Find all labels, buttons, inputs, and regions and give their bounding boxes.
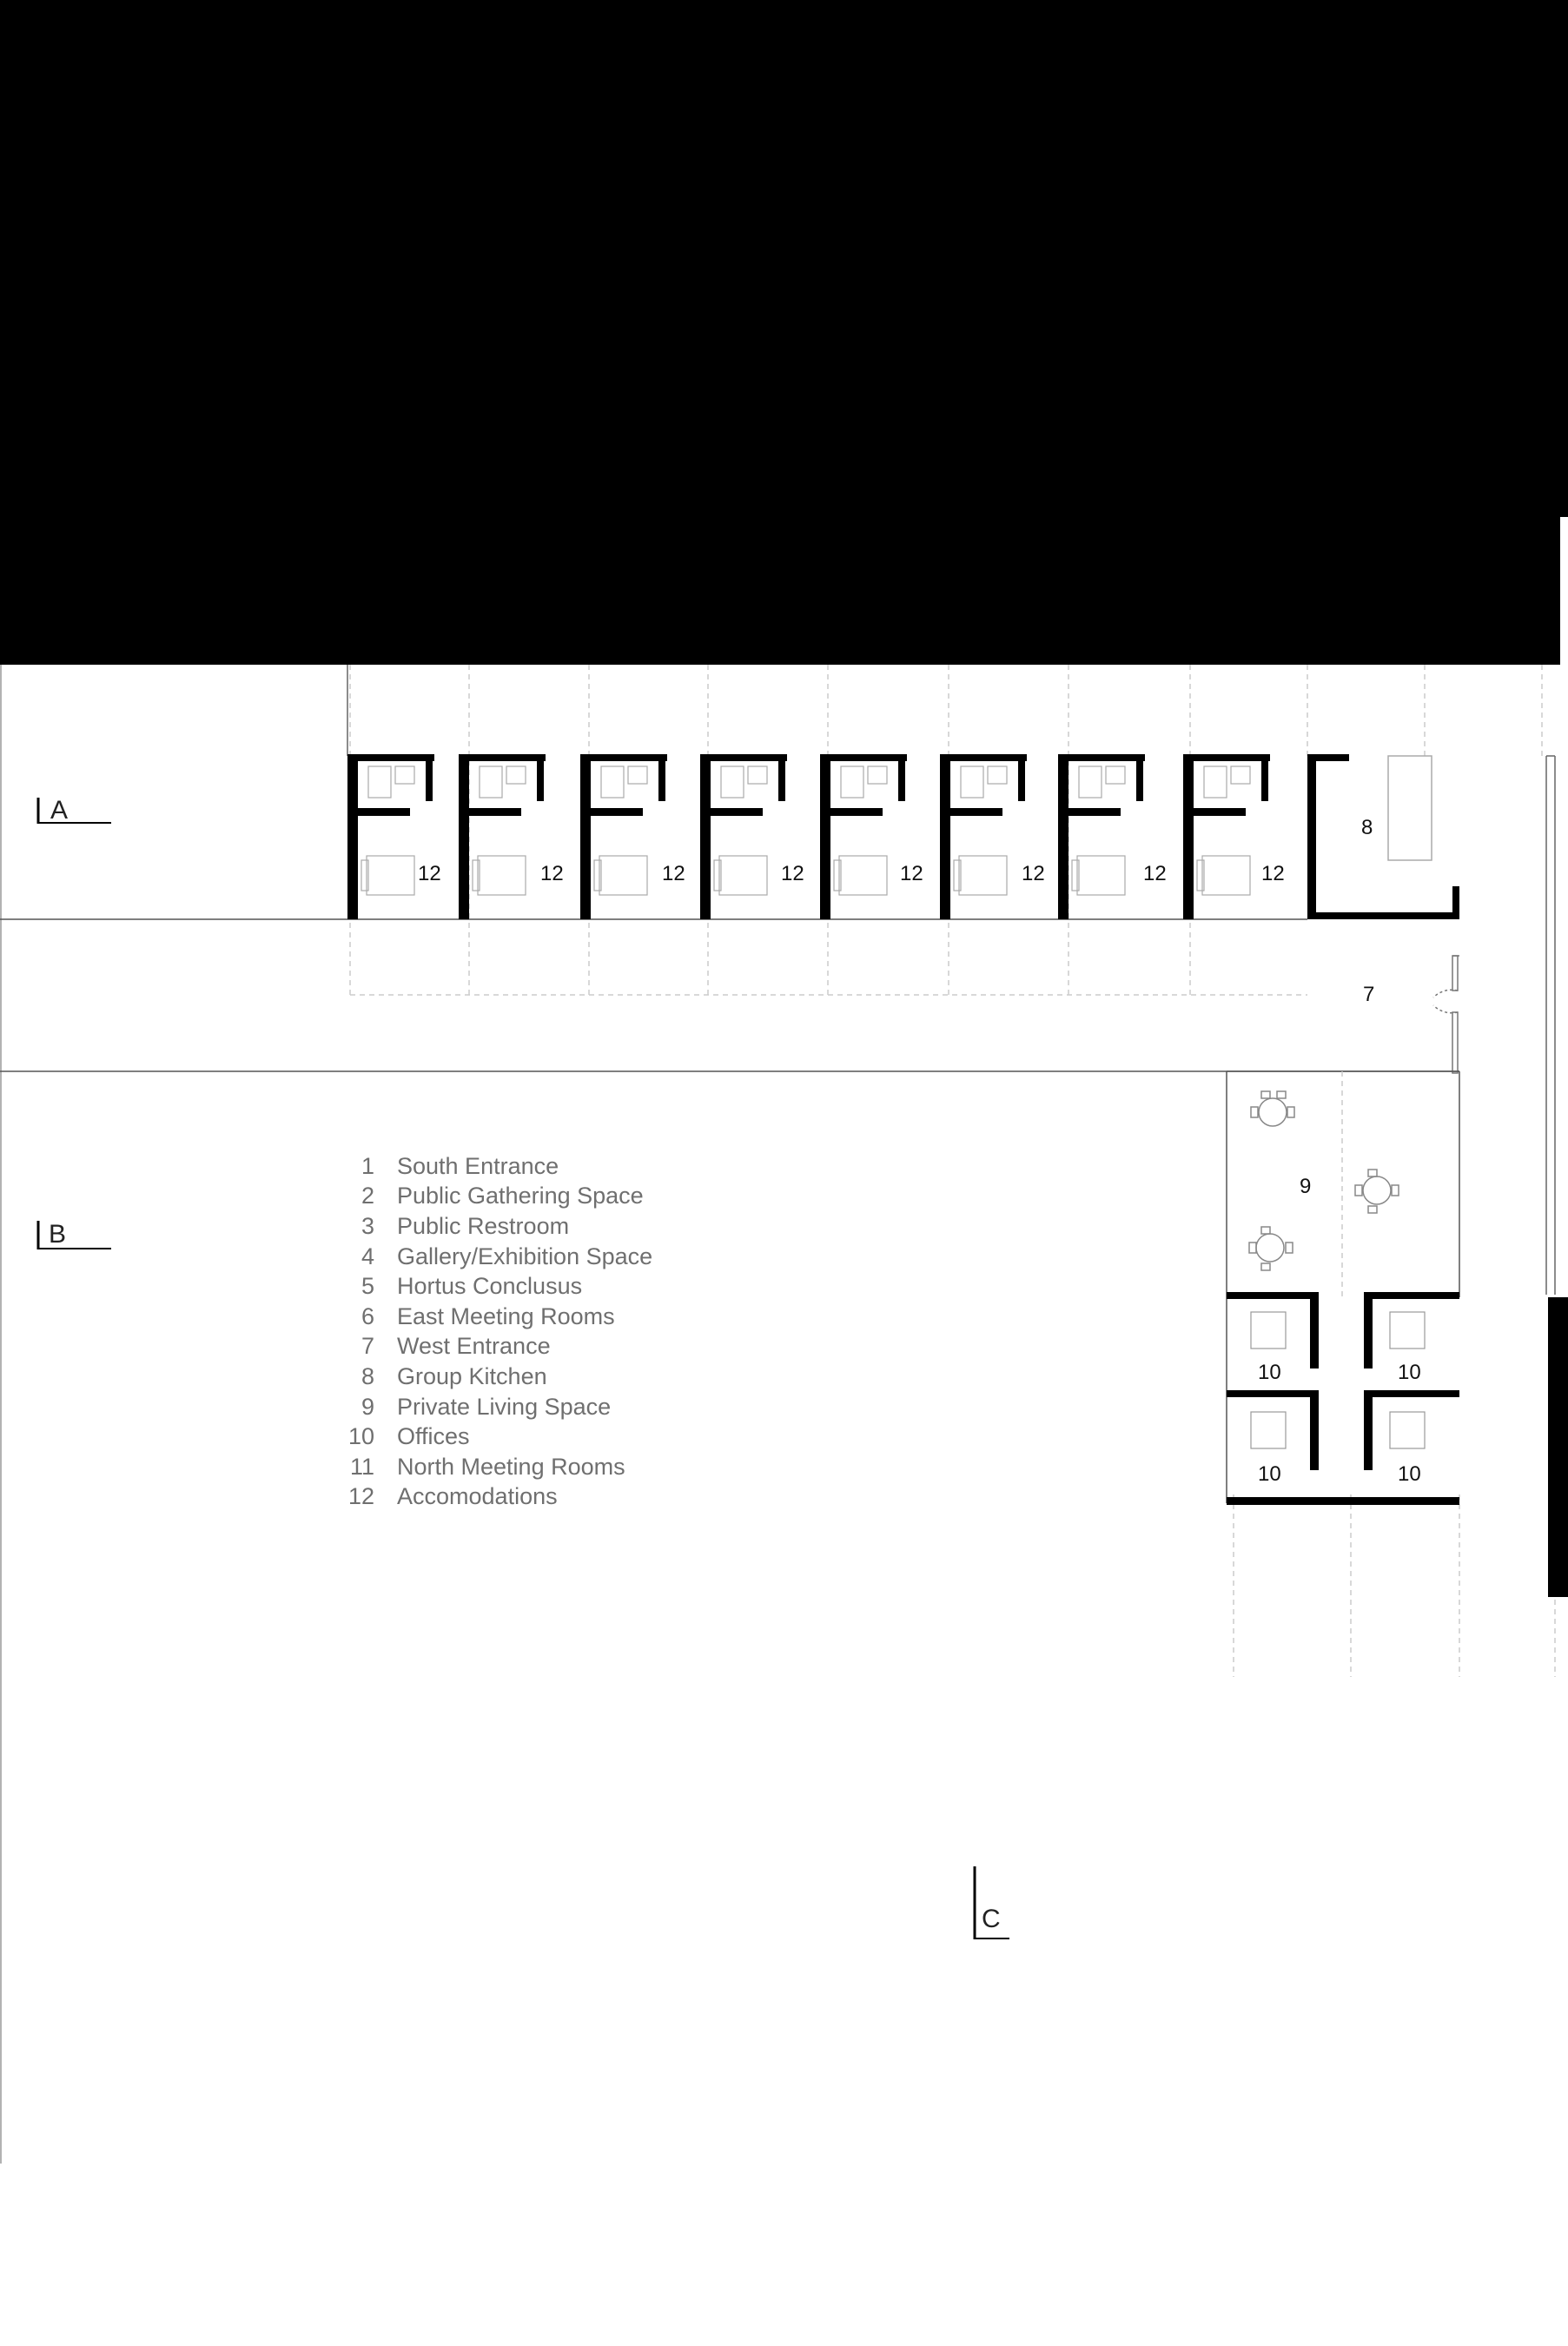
legend-label: Hortus Conclusus bbox=[397, 1273, 583, 1300]
legend-item bbox=[343, 1151, 795, 1182]
unit-wall-segment bbox=[1079, 766, 1102, 798]
unit-wall-segment bbox=[367, 856, 414, 895]
unit-wall-segment bbox=[459, 808, 521, 816]
unit-wall-segment bbox=[459, 754, 546, 761]
section-marker-c bbox=[975, 1866, 1009, 1939]
unit-wall-segment bbox=[1204, 766, 1227, 798]
legend-item bbox=[343, 1422, 795, 1452]
unit-wall-segment bbox=[1197, 860, 1204, 891]
room-label-accommodation-2: 12 bbox=[540, 862, 564, 885]
top-black-mass-right bbox=[1559, 0, 1568, 517]
legend-item bbox=[343, 1242, 795, 1272]
legend-number: 10 bbox=[347, 1423, 374, 1450]
unit-wall-segment bbox=[834, 860, 841, 891]
room-label-office-3: 10 bbox=[1258, 1462, 1281, 1486]
room-label-living: 9 bbox=[1300, 1175, 1312, 1198]
legend-number: 8 bbox=[361, 1362, 374, 1389]
unit-wall-segment bbox=[1231, 766, 1250, 784]
legend-number: 7 bbox=[361, 1333, 374, 1360]
legend-label: East Meeting Rooms bbox=[397, 1302, 615, 1329]
legend-label: Gallery/Exhibition Space bbox=[397, 1243, 653, 1269]
legend-number: 2 bbox=[361, 1183, 374, 1209]
room-label-office-2: 10 bbox=[1398, 1361, 1421, 1384]
room-label-west-entrance: 7 bbox=[1363, 983, 1375, 1006]
legend-label: Group Kitchen bbox=[397, 1362, 547, 1389]
legend-label: Private Living Space bbox=[397, 1393, 612, 1420]
unit-wall-segment bbox=[820, 754, 830, 919]
room-label-accommodation-8: 12 bbox=[1261, 862, 1285, 885]
unit-wall-segment bbox=[700, 808, 763, 816]
unit-wall-segment bbox=[820, 808, 883, 816]
unit-wall-segment bbox=[1018, 761, 1025, 801]
unit-wall-segment bbox=[839, 856, 887, 895]
unit-wall-segment bbox=[628, 766, 647, 784]
unit-wall-segment bbox=[820, 754, 907, 761]
unit-wall-segment bbox=[1183, 754, 1270, 761]
legend-item bbox=[343, 1211, 795, 1242]
legend-item bbox=[343, 1362, 795, 1392]
room-label-accommodation-3: 12 bbox=[662, 862, 685, 885]
unit-wall-segment bbox=[580, 754, 667, 761]
unit-wall-segment bbox=[940, 754, 1027, 761]
unit-wall-segment bbox=[778, 761, 785, 801]
legend-number: 4 bbox=[361, 1243, 374, 1269]
unit-wall-segment bbox=[537, 761, 544, 801]
legend-label: South Entrance bbox=[397, 1152, 559, 1179]
accommodation-walls bbox=[347, 754, 1459, 919]
unit-wall-segment bbox=[580, 754, 591, 919]
unit-wall-segment bbox=[1058, 808, 1121, 816]
unit-wall-segment bbox=[721, 766, 744, 798]
legend-item bbox=[343, 1271, 795, 1302]
legend-number: 1 bbox=[361, 1152, 374, 1179]
room-label-office-4: 10 bbox=[1398, 1462, 1421, 1486]
unit-wall-segment bbox=[1183, 754, 1194, 919]
unit-wall-segment bbox=[347, 754, 434, 761]
unit-wall-segment bbox=[395, 766, 414, 784]
legend-item bbox=[343, 1392, 795, 1422]
unit-wall-segment bbox=[954, 860, 961, 891]
dining-tables bbox=[1249, 1091, 1399, 1270]
legend-item bbox=[343, 1332, 795, 1362]
legend-number: 12 bbox=[347, 1483, 374, 1510]
unit-wall-segment bbox=[459, 754, 469, 919]
unit-wall-segment bbox=[700, 754, 711, 919]
unit-wall-segment bbox=[480, 766, 502, 798]
unit-wall-segment bbox=[940, 754, 950, 919]
unit-wall-segment bbox=[748, 766, 767, 784]
unit-wall-segment bbox=[347, 808, 410, 816]
legend-item bbox=[343, 1182, 795, 1212]
unit-wall-segment bbox=[368, 766, 391, 798]
unit-wall-segment bbox=[898, 761, 905, 801]
room-label-accommodation-7: 12 bbox=[1143, 862, 1167, 885]
unit-wall-segment bbox=[1058, 754, 1145, 761]
unit-wall-segment bbox=[961, 766, 983, 798]
unit-wall-segment bbox=[1077, 856, 1125, 895]
unit-wall-segment bbox=[601, 766, 624, 798]
legend-label: West Entrance bbox=[397, 1333, 551, 1360]
unit-wall-segment bbox=[658, 761, 665, 801]
right-wing-wall bbox=[1548, 1297, 1568, 1597]
unit-wall-segment bbox=[1183, 808, 1246, 816]
unit-wall-segment bbox=[1072, 860, 1079, 891]
room-label-office-1: 10 bbox=[1258, 1361, 1281, 1384]
unit-wall-segment bbox=[580, 808, 643, 816]
unit-wall-segment bbox=[959, 856, 1007, 895]
unit-wall-segment bbox=[1106, 766, 1125, 784]
unit-wall-segment bbox=[594, 860, 601, 891]
legend-item bbox=[343, 1482, 795, 1513]
accommodation-unit-walls bbox=[347, 754, 1270, 919]
legend-number: 6 bbox=[361, 1302, 374, 1329]
legend-label: Accomodations bbox=[397, 1483, 558, 1510]
section-label-c: C bbox=[982, 1905, 1001, 1933]
legend-number: 9 bbox=[361, 1393, 374, 1420]
section-marker-a bbox=[38, 796, 111, 825]
legend-label: Offices bbox=[397, 1423, 470, 1450]
legend-item bbox=[343, 1452, 795, 1482]
west-entrance-doors bbox=[1433, 956, 1459, 1073]
unit-wall-segment bbox=[719, 856, 767, 895]
legend-label: Public Restroom bbox=[397, 1212, 570, 1239]
legend-item bbox=[343, 1302, 795, 1332]
unit-wall-segment bbox=[473, 860, 480, 891]
unit-wall-segment bbox=[347, 754, 358, 919]
legend-number: 3 bbox=[361, 1212, 374, 1239]
legend-label: Public Gathering Space bbox=[397, 1183, 644, 1209]
right-wing-outline bbox=[1546, 756, 1555, 1295]
legend bbox=[343, 1151, 795, 1512]
unit-wall-segment bbox=[599, 856, 647, 895]
unit-wall-segment bbox=[700, 754, 787, 761]
unit-wall-segment bbox=[1058, 754, 1068, 919]
unit-wall-segment bbox=[361, 860, 368, 891]
legend-number: 11 bbox=[349, 1453, 374, 1480]
legend-label: North Meeting Rooms bbox=[397, 1453, 625, 1480]
room-label-kitchen: 8 bbox=[1361, 816, 1373, 839]
section-marker-b bbox=[38, 1220, 111, 1249]
room-label-accommodation-5: 12 bbox=[900, 862, 923, 885]
top-black-mass bbox=[0, 0, 1559, 665]
room-label-accommodation-1: 12 bbox=[418, 862, 441, 885]
room-label-accommodation-6: 12 bbox=[1022, 862, 1045, 885]
legend-number: 5 bbox=[361, 1273, 374, 1300]
unit-wall-segment bbox=[1136, 761, 1143, 801]
room-label-accommodation-4: 12 bbox=[781, 862, 804, 885]
unit-wall-segment bbox=[714, 860, 721, 891]
unit-wall-segment bbox=[1202, 856, 1250, 895]
unit-wall-segment bbox=[841, 766, 863, 798]
unit-wall-segment bbox=[988, 766, 1007, 784]
unit-wall-segment bbox=[426, 761, 433, 801]
section-label-b: B bbox=[49, 1220, 67, 1249]
unit-wall-segment bbox=[506, 766, 526, 784]
kitchen-island bbox=[1388, 756, 1432, 860]
unit-wall-segment bbox=[1261, 761, 1268, 801]
unit-wall-segment bbox=[868, 766, 887, 784]
section-label-a: A bbox=[50, 796, 69, 825]
unit-wall-segment bbox=[478, 856, 526, 895]
unit-wall-segment bbox=[940, 808, 1002, 816]
